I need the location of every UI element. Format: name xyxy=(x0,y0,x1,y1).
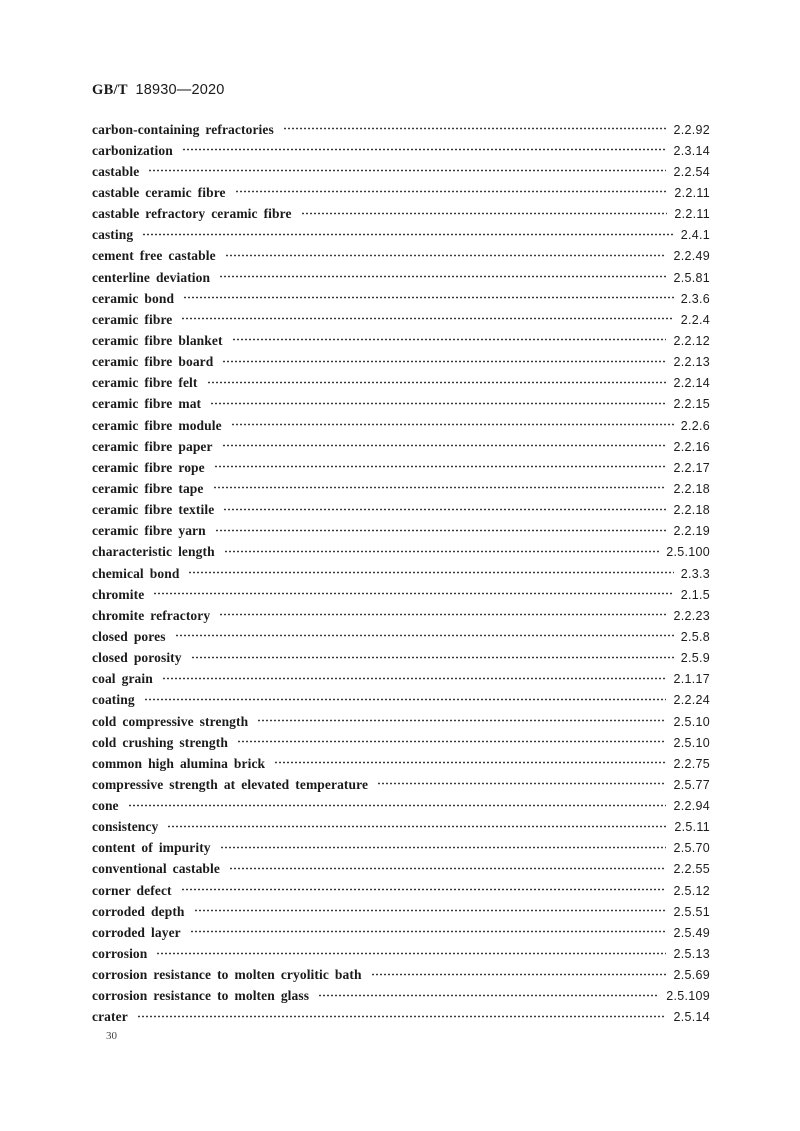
index-ref: 2.2.11 xyxy=(674,207,710,222)
dot-leader xyxy=(257,718,666,723)
index-row xyxy=(92,373,710,394)
index-term: cone xyxy=(92,798,119,814)
index-row xyxy=(92,330,710,351)
dot-leader xyxy=(190,929,667,934)
index-row xyxy=(92,817,710,838)
index-ref: 2.2.14 xyxy=(673,376,710,391)
dot-leader xyxy=(318,993,659,998)
index-term: cold crushing strength xyxy=(92,734,228,750)
index-term: closed pores xyxy=(92,628,166,644)
dot-leader xyxy=(181,887,667,892)
page-number: 30 xyxy=(106,1030,117,1042)
dot-leader xyxy=(210,401,666,406)
index-row xyxy=(92,542,710,563)
index-row xyxy=(92,796,710,817)
index-ref: 2.1.5 xyxy=(680,587,710,602)
index-ref: 2.4.1 xyxy=(680,228,710,243)
index-ref: 2.5.14 xyxy=(673,1010,710,1025)
dot-leader xyxy=(214,464,667,469)
dot-leader xyxy=(194,908,667,913)
dot-leader xyxy=(137,1014,667,1019)
index-row xyxy=(92,352,710,373)
index-row xyxy=(92,901,710,922)
dot-leader xyxy=(225,253,667,258)
index-ref: 2.2.49 xyxy=(673,249,710,264)
index-row xyxy=(92,119,710,140)
index-term: ceramic fibre textile xyxy=(92,502,215,518)
dot-leader xyxy=(148,168,666,173)
index-ref: 2.5.81 xyxy=(673,270,710,285)
index-term: cold compressive strength xyxy=(92,713,249,729)
index-row xyxy=(92,225,710,246)
index-row xyxy=(92,1007,710,1028)
index-term: castable refractory ceramic fibre xyxy=(92,206,292,222)
dot-leader xyxy=(222,443,667,448)
index-ref: 2.3.14 xyxy=(673,143,710,158)
dot-leader xyxy=(175,633,674,638)
dot-leader xyxy=(232,337,667,342)
index-ref: 2.5.51 xyxy=(673,904,710,919)
index-term: corroded depth xyxy=(92,903,185,919)
index-row xyxy=(92,521,710,542)
dot-leader xyxy=(220,845,667,850)
index-term: castable xyxy=(92,163,140,179)
index-ref: 2.5.12 xyxy=(673,883,710,898)
index-ref: 2.5.49 xyxy=(673,925,710,940)
standard-number: 18930—2020 xyxy=(135,82,225,98)
index-term: ceramic fibre board xyxy=(92,354,214,370)
index-row xyxy=(92,648,710,669)
index-term: consistency xyxy=(92,819,159,835)
dot-leader xyxy=(229,866,666,871)
document-header xyxy=(92,82,225,99)
dot-leader xyxy=(371,972,667,977)
index-row xyxy=(92,838,710,859)
index-ref: 2.2.18 xyxy=(673,503,710,518)
index-term: ceramic fibre felt xyxy=(92,375,198,391)
dot-leader xyxy=(283,126,667,131)
index-term: ceramic fibre module xyxy=(92,417,222,433)
index-row xyxy=(92,140,710,161)
index-ref: 2.1.17 xyxy=(673,672,710,687)
index-row xyxy=(92,711,710,732)
standard-code: GB/T xyxy=(92,82,128,98)
index-term: content of impurity xyxy=(92,840,211,856)
index-row xyxy=(92,690,710,711)
index-term: corroded layer xyxy=(92,924,181,940)
index-ref: 2.2.6 xyxy=(680,418,710,433)
dot-leader xyxy=(219,274,666,279)
index-row xyxy=(92,922,710,943)
index-ref: 2.5.100 xyxy=(666,545,710,560)
index-ref: 2.5.69 xyxy=(673,968,710,983)
index-term: chemical bond xyxy=(92,565,180,581)
index-row xyxy=(92,986,710,1007)
dot-leader xyxy=(167,824,667,829)
index-ref: 2.2.54 xyxy=(673,164,710,179)
index-ref: 2.5.77 xyxy=(673,777,710,792)
dot-leader xyxy=(222,359,666,364)
index-ref: 2.5.11 xyxy=(674,820,710,835)
index-ref: 2.2.4 xyxy=(680,312,710,327)
index-row xyxy=(92,182,710,203)
index-ref: 2.2.18 xyxy=(673,481,710,496)
index-term: ceramic fibre mat xyxy=(92,396,202,412)
index-term: characteristic length xyxy=(92,544,215,560)
index-ref: 2.5.10 xyxy=(673,735,710,750)
index-term: ceramic fibre blanket xyxy=(92,332,223,348)
index-row xyxy=(92,394,710,415)
index-term: ceramic fibre rope xyxy=(92,459,205,475)
index-term: carbonization xyxy=(92,142,173,158)
index-ref: 2.2.24 xyxy=(673,693,710,708)
dot-leader xyxy=(237,739,666,744)
index-term: chromite refractory xyxy=(92,607,211,623)
dot-leader xyxy=(188,570,673,575)
index-ref: 2.2.75 xyxy=(673,756,710,771)
index-row xyxy=(92,732,710,753)
index-term: closed porosity xyxy=(92,650,182,666)
index-term: conventional castable xyxy=(92,861,220,877)
index-row xyxy=(92,626,710,647)
index-row xyxy=(92,943,710,964)
index-row xyxy=(92,436,710,457)
index-row xyxy=(92,415,710,436)
index-row xyxy=(92,965,710,986)
dot-leader xyxy=(231,422,674,427)
index-term: castable ceramic fibre xyxy=(92,184,226,200)
index-ref: 2.2.13 xyxy=(673,355,710,370)
dot-leader xyxy=(235,189,668,194)
index-ref: 2.2.19 xyxy=(673,524,710,539)
index-ref: 2.2.55 xyxy=(673,862,710,877)
index-ref: 2.5.8 xyxy=(680,629,710,644)
index-term: ceramic fibre tape xyxy=(92,480,204,496)
index-row xyxy=(92,267,710,288)
dot-leader xyxy=(224,549,660,554)
index-row xyxy=(92,859,710,880)
index-term: coal grain xyxy=(92,671,153,687)
dot-leader xyxy=(377,781,666,786)
dot-leader xyxy=(191,655,674,660)
index-ref: 2.2.15 xyxy=(673,397,710,412)
index-row xyxy=(92,500,710,521)
index-ref: 2.5.10 xyxy=(673,714,710,729)
index-list xyxy=(92,119,710,1028)
index-row xyxy=(92,246,710,267)
index-term: carbon-containing refractories xyxy=(92,121,274,137)
index-row xyxy=(92,457,710,478)
index-term: cement free castable xyxy=(92,248,216,264)
index-term: common high alumina brick xyxy=(92,755,266,771)
dot-leader xyxy=(156,951,666,956)
index-row xyxy=(92,584,710,605)
index-ref: 2.2.92 xyxy=(673,122,710,137)
index-row xyxy=(92,478,710,499)
index-ref: 2.2.12 xyxy=(673,333,710,348)
index-term: ceramic bond xyxy=(92,290,175,306)
index-row xyxy=(92,605,710,626)
document-page xyxy=(92,0,710,1131)
dot-leader xyxy=(207,380,667,385)
index-term: crater xyxy=(92,1009,128,1025)
dot-leader xyxy=(223,507,666,512)
dot-leader xyxy=(219,612,666,617)
index-row xyxy=(92,753,710,774)
index-term: compressive strength at elevated temperature xyxy=(92,776,369,792)
index-ref: 2.5.70 xyxy=(673,841,710,856)
dot-leader xyxy=(144,697,667,702)
index-row xyxy=(92,309,710,330)
dot-leader xyxy=(215,528,667,533)
dot-leader xyxy=(183,295,674,300)
index-ref: 2.2.94 xyxy=(673,799,710,814)
index-term: centerline deviation xyxy=(92,269,211,285)
index-ref: 2.2.17 xyxy=(673,460,710,475)
index-ref: 2.5.13 xyxy=(673,947,710,962)
dot-leader xyxy=(181,316,673,321)
index-ref: 2.2.11 xyxy=(674,185,710,200)
index-term: ceramic fibre xyxy=(92,311,173,327)
index-ref: 2.5.9 xyxy=(680,651,710,666)
index-row xyxy=(92,774,710,795)
index-term: corrosion resistance to molten cryolitic bath xyxy=(92,967,362,983)
dot-leader xyxy=(301,211,668,216)
dot-leader xyxy=(274,760,666,765)
dot-leader xyxy=(182,147,667,152)
dot-leader xyxy=(162,676,667,681)
index-ref: 2.3.3 xyxy=(680,566,710,581)
index-term: corner defect xyxy=(92,882,172,898)
index-term: chromite xyxy=(92,586,145,602)
index-ref: 2.3.6 xyxy=(680,291,710,306)
dot-leader xyxy=(213,485,667,490)
index-term: coating xyxy=(92,692,135,708)
dot-leader xyxy=(142,232,673,237)
index-row xyxy=(92,161,710,182)
index-row xyxy=(92,880,710,901)
index-term: corrosion resistance to molten glass xyxy=(92,988,310,1004)
index-row xyxy=(92,669,710,690)
dot-leader xyxy=(153,591,673,596)
index-row xyxy=(92,288,710,309)
index-ref: 2.2.23 xyxy=(673,608,710,623)
index-ref: 2.2.16 xyxy=(673,439,710,454)
index-term: ceramic fibre paper xyxy=(92,438,213,454)
index-ref: 2.5.109 xyxy=(666,989,710,1004)
index-row xyxy=(92,563,710,584)
index-row xyxy=(92,204,710,225)
dot-leader xyxy=(128,803,667,808)
index-term: casting xyxy=(92,227,134,243)
index-term: corrosion xyxy=(92,946,148,962)
index-term: ceramic fibre yarn xyxy=(92,523,206,539)
